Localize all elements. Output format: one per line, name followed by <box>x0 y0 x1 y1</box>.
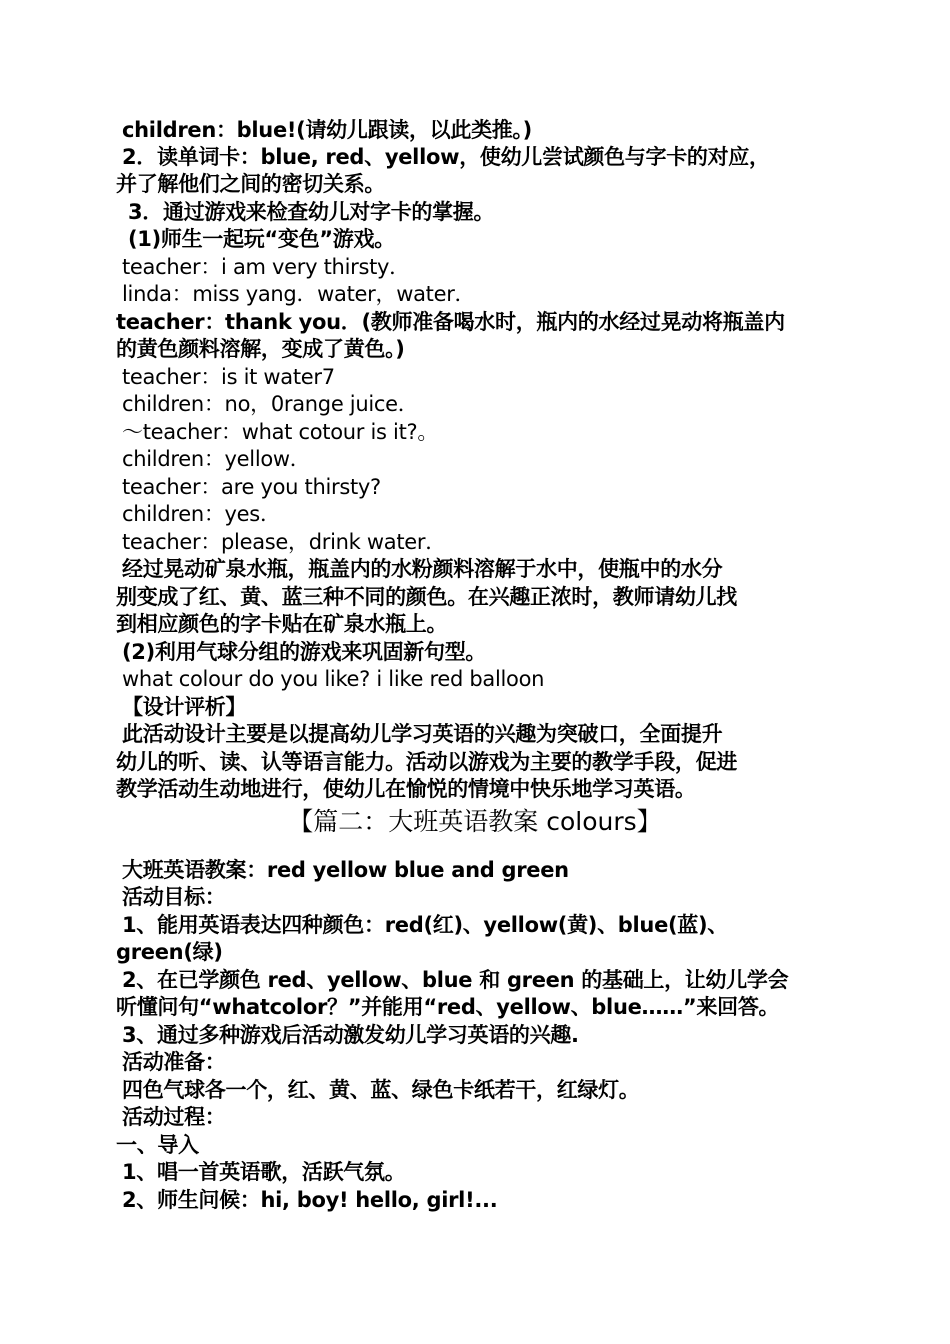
text-line: 2、在已学颜色 red、yellow、blue 和 green 的基础上，让幼儿学会 <box>122 968 789 992</box>
text-line: teacher：thank you．(教师准备喝水时，瓶内的水经过晃动将瓶盖内 <box>116 310 785 334</box>
text-line: teacher：please，drink water． <box>122 530 446 554</box>
text-line: 活动准备： <box>122 1050 226 1074</box>
text-line: 活动过程： <box>122 1105 226 1129</box>
text-line: 1、能用英语表达四种颜色：red(红)、yellow(黄)、blue(蓝)、 <box>122 913 729 937</box>
text-line: what colour do you like? i like red balloon <box>122 667 545 691</box>
text-line: 一、导入 <box>116 1133 199 1157</box>
text-line: 到相应颜色的字卡贴在矿泉水瓶上。 <box>116 612 448 636</box>
text-line: teacher：are you thirsty? <box>122 475 381 499</box>
text-line: green(绿) <box>116 940 223 964</box>
text-line: children：blue!(请幼儿跟读，以此类推。) <box>122 118 532 142</box>
text-line: 的黄色颜料溶解，变成了黄色。) <box>116 337 405 361</box>
text-line: 2．读单词卡：blue, red、yellow，使幼儿尝试颜色与字卡的对应， <box>122 145 770 169</box>
section-title: 【篇二：大班英语教案 colours】 <box>288 807 662 836</box>
text-line: 【设计评析】 <box>122 695 247 719</box>
text-line: 四色气球各一个，红、黄、蓝、绿色卡纸若干，红绿灯。 <box>122 1078 640 1102</box>
text-line: ～teacher：what cotour is it?。 <box>122 420 439 444</box>
text-line: teacher：i am very thirsty． <box>122 255 410 279</box>
text-line: 3．通过游戏来检查幼儿对字卡的掌握。 <box>128 200 495 224</box>
text-line: 此活动设计主要是以提高幼儿学习英语的兴趣为突破口，全面提升 <box>122 722 723 746</box>
text-line: 别变成了红、黄、蓝三种不同的颜色。在兴趣正浓时，教师请幼儿找 <box>116 585 737 609</box>
text-line: 大班英语教案：red yellow blue and green <box>122 858 569 882</box>
text-line: 幼儿的听、读、认等语言能力。活动以游戏为主要的教学手段，促进 <box>116 750 737 774</box>
text-line: children：yes． <box>122 502 281 526</box>
text-line: 3、通过多种游戏后活动激发幼儿学习英语的兴趣. <box>122 1023 579 1047</box>
text-line: children：no，0range juice． <box>122 392 419 416</box>
text-line: (2)利用气球分组的游戏来巩固新句型。 <box>122 640 487 664</box>
text-line: 并了解他们之间的密切关系。 <box>116 172 386 196</box>
text-line: 经过晃动矿泉水瓶，瓶盖内的水粉颜料溶解于水中，使瓶中的水分 <box>122 557 723 581</box>
text-line: teacher：is it water7 <box>122 365 335 389</box>
text-line: children：yellow． <box>122 447 311 471</box>
text-line: 听懂问句“whatcolor？”并能用“red、yellow、blue……”来回答。 <box>116 995 780 1019</box>
text-line: linda：miss yang．water，water． <box>122 282 476 306</box>
text-line: 2、师生问候：hi, boy! hello, girl!... <box>122 1188 498 1212</box>
text-line: 教学活动生动地进行，使幼儿在愉悦的情境中快乐地学习英语。 <box>116 777 696 801</box>
text-line: (1)师生一起玩“变色”游戏。 <box>128 227 395 251</box>
text-line: 活动目标： <box>122 885 226 909</box>
text-line: 1、唱一首英语歌，活跃气氛。 <box>122 1160 406 1184</box>
